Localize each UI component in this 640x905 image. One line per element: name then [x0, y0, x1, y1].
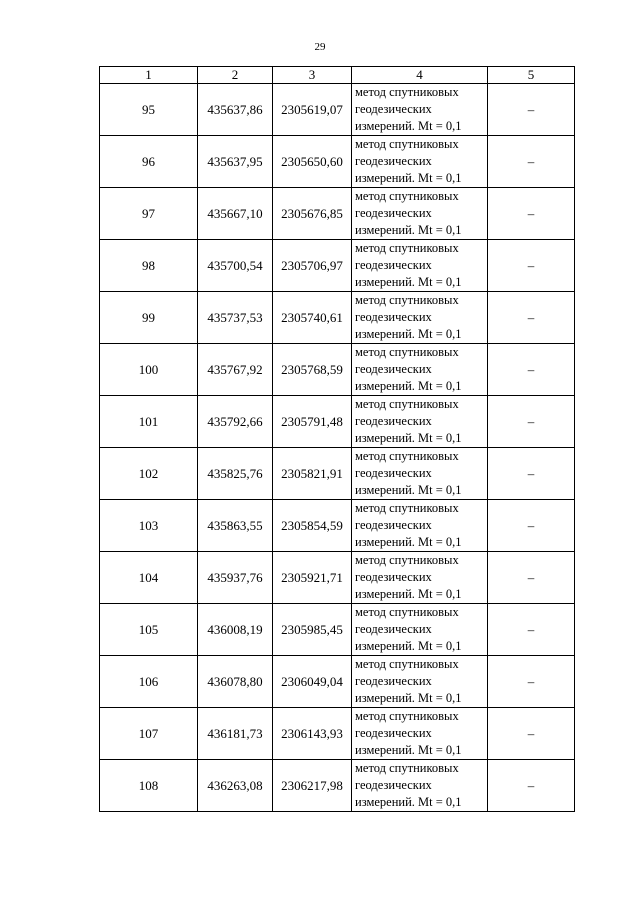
note-cell: – — [488, 84, 575, 136]
column-header: 5 — [488, 67, 575, 84]
x-coordinate-cell: 436181,73 — [198, 708, 273, 760]
y-coordinate-cell: 2305985,45 — [273, 604, 352, 656]
y-coordinate-cell: 2305650,60 — [273, 136, 352, 188]
table-row — [100, 656, 575, 708]
point-number-cell: 102 — [100, 448, 198, 500]
x-coordinate-cell: 435700,54 — [198, 240, 273, 292]
x-coordinate-cell: 435937,76 — [198, 552, 273, 604]
y-coordinate-cell: 2305854,59 — [273, 500, 352, 552]
table-header — [100, 67, 575, 84]
x-coordinate-cell: 435825,76 — [198, 448, 273, 500]
y-coordinate-cell: 2305706,97 — [273, 240, 352, 292]
method-cell: метод спутниковых геодезических измерений. Mt = 0,1 — [352, 396, 488, 448]
y-coordinate-cell: 2306049,04 — [273, 656, 352, 708]
y-coordinate-cell: 2305676,85 — [273, 188, 352, 240]
method-cell: метод спутниковых геодезических измерений. Mt = 0,1 — [352, 448, 488, 500]
method-cell: метод спутниковых геодезических измерений. Mt = 0,1 — [352, 760, 488, 812]
y-coordinate-cell: 2305791,48 — [273, 396, 352, 448]
y-coordinate-cell: 2306217,98 — [273, 760, 352, 812]
note-cell: – — [488, 396, 575, 448]
table-row — [100, 136, 575, 188]
note-cell: – — [488, 552, 575, 604]
point-number-cell: 101 — [100, 396, 198, 448]
note-cell: – — [488, 604, 575, 656]
column-header: 3 — [273, 67, 352, 84]
point-number-cell: 97 — [100, 188, 198, 240]
method-cell: метод спутниковых геодезических измерений. Mt = 0,1 — [352, 656, 488, 708]
column-header: 4 — [352, 67, 488, 84]
point-number-cell: 99 — [100, 292, 198, 344]
table-row — [100, 760, 575, 812]
point-number-cell: 98 — [100, 240, 198, 292]
method-cell: метод спутниковых геодезических измерений. Mt = 0,1 — [352, 552, 488, 604]
table-row — [100, 448, 575, 500]
y-coordinate-cell: 2305821,91 — [273, 448, 352, 500]
point-number-cell: 104 — [100, 552, 198, 604]
x-coordinate-cell: 436008,19 — [198, 604, 273, 656]
x-coordinate-cell: 436078,80 — [198, 656, 273, 708]
x-coordinate-cell: 435637,95 — [198, 136, 273, 188]
table-row — [100, 188, 575, 240]
y-coordinate-cell: 2305768,59 — [273, 344, 352, 396]
note-cell: – — [488, 760, 575, 812]
column-header: 1 — [100, 67, 198, 84]
x-coordinate-cell: 435863,55 — [198, 500, 273, 552]
table-row — [100, 84, 575, 136]
note-cell: – — [488, 500, 575, 552]
point-number-cell: 95 — [100, 84, 198, 136]
table-row — [100, 396, 575, 448]
y-coordinate-cell: 2306143,93 — [273, 708, 352, 760]
x-coordinate-cell: 435767,92 — [198, 344, 273, 396]
x-coordinate-cell: 435792,66 — [198, 396, 273, 448]
table-row — [100, 708, 575, 760]
table-row — [100, 292, 575, 344]
table-row — [100, 240, 575, 292]
method-cell: метод спутниковых геодезических измерений. Mt = 0,1 — [352, 708, 488, 760]
table-body — [100, 84, 575, 812]
note-cell: – — [488, 292, 575, 344]
method-cell: метод спутниковых геодезических измерений. Mt = 0,1 — [352, 292, 488, 344]
x-coordinate-cell: 435667,10 — [198, 188, 273, 240]
point-number-cell: 108 — [100, 760, 198, 812]
y-coordinate-cell: 2305921,71 — [273, 552, 352, 604]
note-cell: – — [488, 708, 575, 760]
note-cell: – — [488, 188, 575, 240]
note-cell: – — [488, 448, 575, 500]
header-row — [100, 67, 575, 84]
point-number-cell: 96 — [100, 136, 198, 188]
note-cell: – — [488, 136, 575, 188]
point-number-cell: 106 — [100, 656, 198, 708]
note-cell: – — [488, 344, 575, 396]
method-cell: метод спутниковых геодезических измерений. Mt = 0,1 — [352, 84, 488, 136]
y-coordinate-cell: 2305619,07 — [273, 84, 352, 136]
point-number-cell: 103 — [100, 500, 198, 552]
page-number: 29 — [314, 41, 326, 53]
method-cell: метод спутниковых геодезических измерений. Mt = 0,1 — [352, 500, 488, 552]
x-coordinate-cell: 435637,86 — [198, 84, 273, 136]
table-row — [100, 344, 575, 396]
x-coordinate-cell: 435737,53 — [198, 292, 273, 344]
table-row — [100, 552, 575, 604]
note-cell: – — [488, 240, 575, 292]
x-coordinate-cell: 436263,08 — [198, 760, 273, 812]
coordinates-table — [99, 66, 575, 812]
y-coordinate-cell: 2305740,61 — [273, 292, 352, 344]
point-number-cell: 105 — [100, 604, 198, 656]
column-header: 2 — [198, 67, 273, 84]
table-row — [100, 500, 575, 552]
note-cell: – — [488, 656, 575, 708]
point-number-cell: 107 — [100, 708, 198, 760]
method-cell: метод спутниковых геодезических измерений. Mt = 0,1 — [352, 136, 488, 188]
method-cell: метод спутниковых геодезических измерений. Mt = 0,1 — [352, 604, 488, 656]
method-cell: метод спутниковых геодезических измерений. Mt = 0,1 — [352, 188, 488, 240]
point-number-cell: 100 — [100, 344, 198, 396]
method-cell: метод спутниковых геодезических измерений. Mt = 0,1 — [352, 240, 488, 292]
table-row — [100, 604, 575, 656]
method-cell: метод спутниковых геодезических измерений. Mt = 0,1 — [352, 344, 488, 396]
